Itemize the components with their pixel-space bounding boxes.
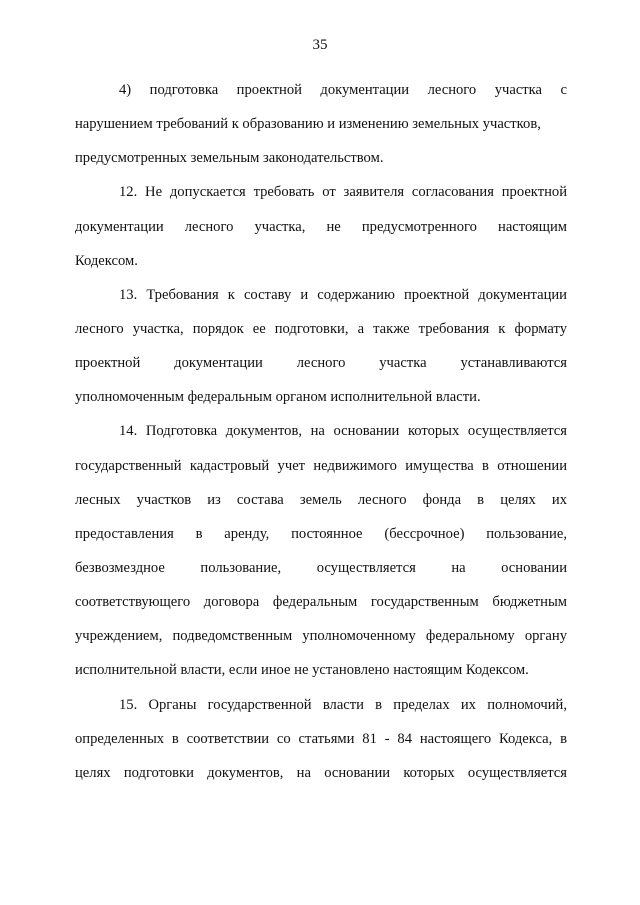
text-line: исполнительной власти, если иное не установлено настоящим Кодексом. <box>75 662 529 679</box>
text-line: государственный кадастровый учет недвижимого имущества в отношении <box>75 457 567 474</box>
text-line: документации лесного участка, не предусмотренного настоящим <box>75 218 567 235</box>
text-line: 13. Требования к составу и содержанию проектной документации <box>119 286 567 303</box>
text-line: лесного участка, порядок ее подготовки, а также требования к формату <box>75 320 567 337</box>
text-line: 4) подготовка проектной документации лесного участка с <box>119 82 567 98</box>
text-line: учреждением, подведомственным уполномоченному федеральному органу <box>75 628 567 645</box>
text-line: Кодексом. <box>75 252 138 269</box>
text-line: предусмотренных земельным законодательством. <box>75 150 384 167</box>
page-number: 35 <box>312 37 328 53</box>
text-line: уполномоченным федеральным органом исполнительной власти. <box>75 389 481 406</box>
text-line: 12. Не допускается требовать от заявителя согласования проектной <box>119 184 567 201</box>
text-line: целях подготовки документов, на основании которых осуществляется <box>75 764 567 781</box>
text-line: безвозмездное пользование, осуществляется на основании <box>75 559 567 576</box>
text-line: нарушением требований к образованию и изменению земельных участков, <box>75 116 541 133</box>
text-line: предоставления в аренду, постоянное (бессрочное) пользование, <box>75 525 567 542</box>
text-line: соответствующего договора федеральным государственным бюджетным <box>75 594 567 611</box>
text-line: проектной документации лесного участка устанавливаются <box>75 355 567 372</box>
text-line: лесных участков из состава земель лесного фонда в целях их <box>75 491 567 508</box>
body-text <box>75 73 567 790</box>
text-line: 14. Подготовка документов, на основании которых осуществляется <box>119 423 567 440</box>
text-line: определенных в соответствии со статьями 81 - 84 настоящего Кодекса, в <box>75 730 567 747</box>
text-line: 15. Органы государственной власти в пределах их полномочий, <box>119 696 567 713</box>
